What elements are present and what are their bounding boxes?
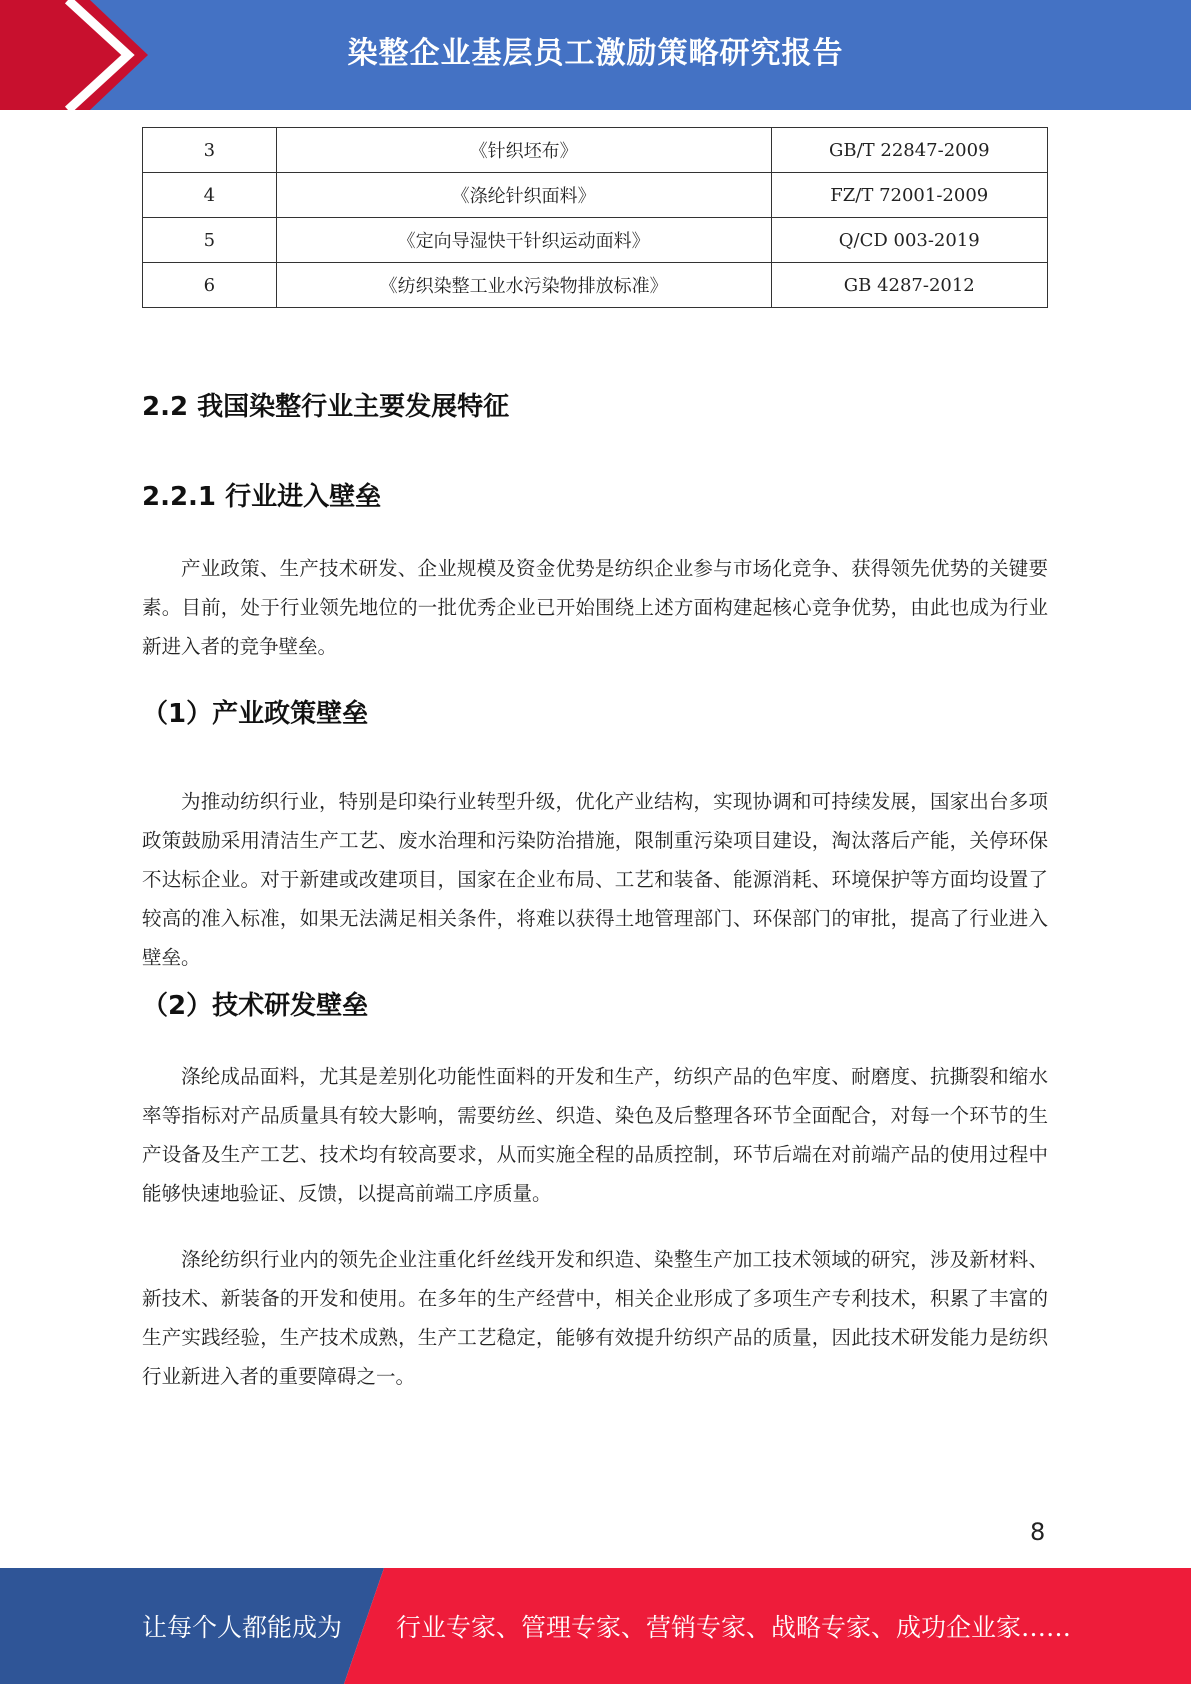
standard-name: 《涤纶针织面料》: [276, 173, 771, 218]
table-row: [143, 263, 1048, 308]
standard-code: GB/T 22847-2009: [771, 128, 1047, 173]
tech-barrier-paragraph-2: 涤纶纺织行业内的领先企业注重化纤丝线开发和织造、染整生产加工技术领域的研究，涉及新材料、新技术、新装备的开发和使用。在多年的生产经营中，相关企业形成了多项生产专利技术，积累了丰富的生产实践经验，生产技术成熟，生产工艺稳定，能够有效提升纺织产品的质量，因此技术研发能力是纺织行业新进入者的重要障碍之一。: [142, 1248, 1048, 1388]
row-number: 3: [143, 128, 277, 173]
policy-barrier-heading: （1）产业政策壁垒: [142, 699, 369, 729]
row-number: 5: [143, 218, 277, 263]
footer-slogan-right: 行业专家、管理专家、营销专家、战略专家、成功企业家……: [396, 1613, 1072, 1642]
intro-paragraph: 产业政策、生产技术研发、企业规模及资金优势是纺织企业参与市场化竞争、获得领先优势的关键要素。目前，处于行业领先地位的一批优秀企业已开始围绕上述方面构建起核心竞争优势，由此也成为行业新进入者的竞争壁垒。: [142, 557, 1048, 658]
standard-code: FZ/T 72001-2009: [771, 173, 1047, 218]
row-number: 6: [143, 263, 277, 308]
page-number: 8: [1030, 1518, 1046, 1546]
table-row: [143, 128, 1048, 173]
page-footer: [0, 1568, 1191, 1684]
table-row: [143, 218, 1048, 263]
standards-table: [142, 127, 1048, 308]
tech-barrier-heading: （2）技术研发壁垒: [142, 991, 369, 1021]
footer-slogan-left: 让每个人都能成为: [142, 1613, 343, 1642]
standard-name: 《纺织染整工业水污染物排放标准》: [276, 263, 771, 308]
standard-code: Q/CD 003-2019: [771, 218, 1047, 263]
standard-name: 《针织坯布》: [276, 128, 771, 173]
report-title: 染整企业基层员工激励策略研究报告: [347, 36, 844, 71]
tech-barrier-paragraph-1: 涤纶成品面料，尤其是差别化功能性面料的开发和生产，纺织产品的色牢度、耐磨度、抗撕裂和缩水率等指标对产品质量具有较大影响，需要纺丝、织造、染色及后整理各环节全面配合，对每一个环节的生产设备及生产工艺、技术均有较高要求，从而实施全程的品质控制，环节后端在对前端产品的使用过程中能够快速地验证、反馈，以提高前端工序质量。: [142, 1065, 1048, 1205]
section-heading: 2.2 我国染整行业主要发展特征: [142, 392, 510, 422]
standard-code: GB 4287-2012: [771, 263, 1047, 308]
policy-barrier-paragraph: 为推动纺织行业，特别是印染行业转型升级，优化产业结构，实现协调和可持续发展，国家出台多项政策鼓励采用清洁生产工艺、废水治理和污染防治措施，限制重污染项目建设，淘汰落后产能，关停环保不达标企业。对于新建或改建项目，国家在企业布局、工艺和装备、能源消耗、环境保护等方面均设置了较高的准入标准，如果无法满足相关条件，将难以获得土地管理部门、环保部门的审批，提高了行业进入壁垒。: [142, 790, 1048, 969]
row-number: 4: [143, 173, 277, 218]
header-arrow-decoration: [0, 0, 150, 110]
subsection-heading: 2.2.1 行业进入壁垒: [142, 482, 382, 512]
page-header: [0, 0, 1191, 110]
standard-name: 《定向导湿快干针织运动面料》: [276, 218, 771, 263]
table-row: [143, 173, 1048, 218]
